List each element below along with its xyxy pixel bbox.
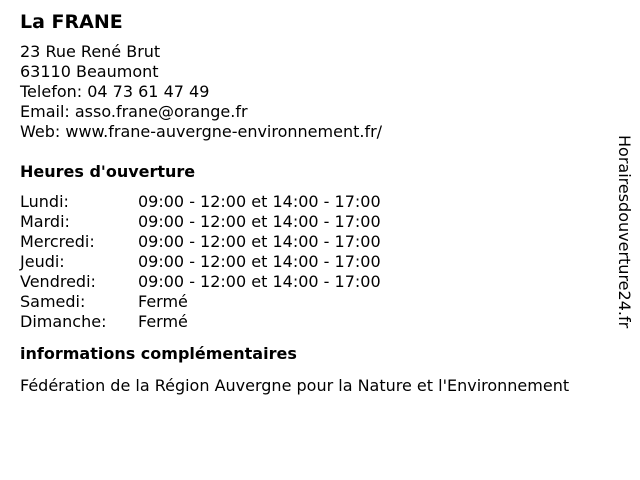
opening-hours-table [20,192,610,332]
hours-row-mercredi [20,232,610,252]
info-description: Fédération de la Région Auvergne pour la Nature et l'Environnement [20,376,570,395]
time-value: Fermé [138,312,188,331]
email-line: Email: asso.frane@orange.fr [20,102,248,121]
site-brand: Horairesdouverture24.fr [615,135,634,329]
phone-line: Telefon: 04 73 61 47 49 [20,82,210,101]
hours-row-vendredi [20,272,610,292]
day-label: Jeudi: [20,252,65,271]
time-value: 09:00 - 12:00 et 14:00 - 17:00 [138,232,381,251]
info-heading: informations complémentaires [20,344,297,363]
website-line: Web: www.frane-auvergne-environnement.fr/ [20,122,383,141]
day-label: Dimanche: [20,312,107,331]
day-label: Lundi: [20,192,69,211]
day-label: Samedi: [20,292,86,311]
postal-city: 63110 Beaumont [20,62,159,81]
time-value: Fermé [138,292,188,311]
day-label: Mercredi: [20,232,95,251]
contact-block [20,42,610,142]
hours-row-lundi [20,192,610,212]
business-name: La FRANE [20,11,123,33]
business-card [20,10,610,396]
hours-row-jeudi [20,252,610,272]
street-address: 23 Rue René Brut [20,42,161,61]
hours-heading: Heures d'ouverture [20,162,196,181]
time-value: 09:00 - 12:00 et 14:00 - 17:00 [138,252,381,271]
hours-row-samedi [20,292,610,312]
hours-row-mardi [20,212,610,232]
time-value: 09:00 - 12:00 et 14:00 - 17:00 [138,192,381,211]
hours-row-dimanche [20,312,610,332]
day-label: Mardi: [20,212,70,231]
time-value: 09:00 - 12:00 et 14:00 - 17:00 [138,272,381,291]
time-value: 09:00 - 12:00 et 14:00 - 17:00 [138,212,381,231]
day-label: Vendredi: [20,272,96,291]
